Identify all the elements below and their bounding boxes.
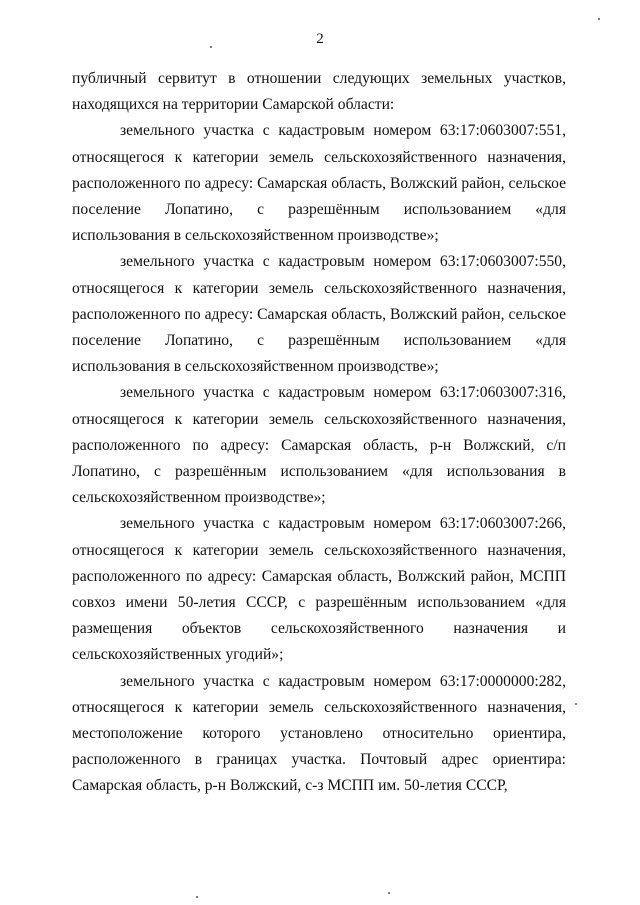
page-number: 2 — [316, 31, 324, 47]
land-plot-paragraph-550: земельного участка с кадастровым номером 63:17:0603007:550, относящегося к категории земель сельскохозяйственного назначения, расположенного по адресу: Самарская область, Волжский район, сельское поселение Лопатино, с разрешённым использованием «для использования в сельскохозяйственном производстве»; — [72, 253, 566, 376]
land-plot-paragraph-266: земельного участка с кадастровым номером 63:17:0603007:266, относящегося к категории земель сельскохозяйственного назначения, расположенного по адресу: Самарская область, Волжский район, МСПП совхоз имени 50-летия СССР, с разрешённым использованием «для размещения объектов сельскохозяйственного назначения и сельскохозяйственных угодий»; — [72, 515, 566, 664]
intro-paragraph: публичный сервитут в отношении следующих земельных участков, находящихся на территории Самарской области: — [72, 70, 566, 114]
land-plot-paragraph-551: земельного участка с кадастровым номером 63:17:0603007:551, относящегося к категории земель сельскохозяйственного назначения, расположенного по адресу: Самарская область, Волжский район, сельское поселение Лопатино, с разрешённым использованием «для использования в сельскохозяйственном производстве»; — [72, 122, 566, 245]
document-body — [72, 66, 566, 800]
land-plot-paragraph-282: земельного участка с кадастровым номером 63:17:0000000:282, относящегося к категории земель сельскохозяйственного назначения, местоположение которого установлено относительно ориентира, расположенного в границах участка. Почтовый адрес ориентира: Самарская область, р-н Волжский, с-з МСПП им. 50-летия СССР, — [72, 672, 566, 795]
land-plot-paragraph-316: земельного участка с кадастровым номером 63:17:0603007:316, относящегося к категории земель сельскохозяйственного назначения, расположенного по адресу: Самарская область, р-н Волжский, с/п Лопатино, с разрешённым использованием «для использования в сельскохозяйственном производстве»; — [72, 384, 566, 507]
